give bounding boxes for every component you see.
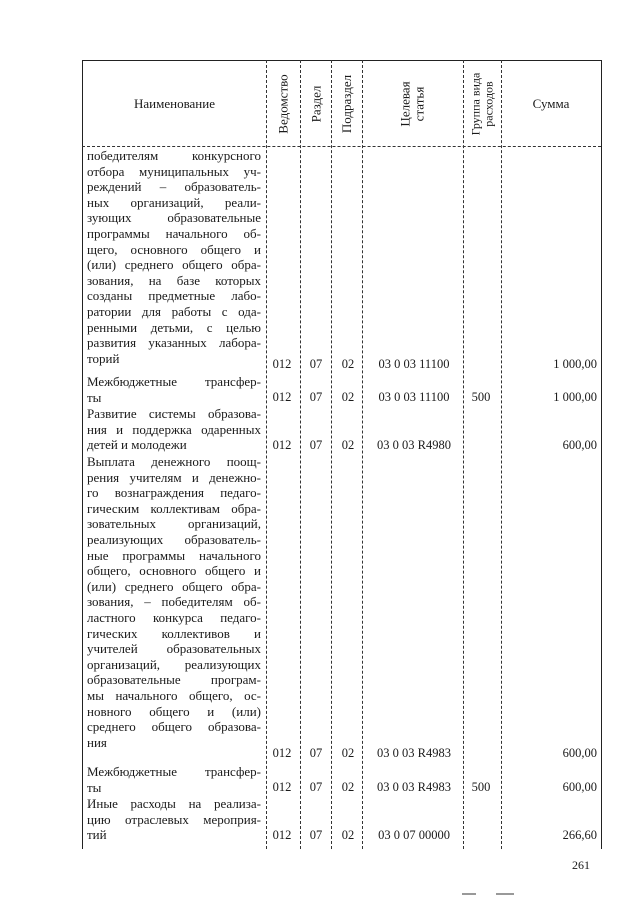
header-podrazdel-cell: [332, 61, 362, 146]
row-name: [87, 148, 261, 366]
header-celevaya: [399, 81, 427, 126]
name-line: (или) среднего общего обра-: [87, 578, 261, 594]
cell-podrazdel: 02: [341, 390, 355, 404]
name-line: ратории для работы с ода-: [87, 303, 261, 319]
name-line: победителям конкурсного: [87, 148, 261, 163]
name-line: цию отраслевых мероприя-: [87, 811, 261, 827]
name-line: рения учителям и денежно-: [87, 469, 261, 485]
cell-summa: 1 000,00: [553, 390, 597, 404]
cell-razdel: 07: [309, 828, 323, 842]
header-celevaya-line2: статья: [411, 86, 427, 121]
column-divider: [463, 60, 464, 849]
name-line: мы начального общего, ос-: [87, 687, 261, 703]
cell-summa: 1 000,00: [553, 357, 597, 371]
page-number: 261: [572, 858, 590, 872]
name-line: развития указанных лабора-: [87, 335, 261, 351]
name-line: ренными детьми, с целью: [87, 319, 261, 335]
cell-summa: 600,00: [562, 780, 597, 794]
cell-vedomstvo: 012: [272, 780, 292, 794]
cell-podrazdel: 02: [341, 357, 355, 371]
name-line: торий: [87, 350, 120, 366]
cell-razdel: 07: [309, 780, 323, 794]
cell-summa: 600,00: [562, 746, 597, 760]
name-line: ных организаций, реали-: [87, 194, 261, 210]
header-bottom-border: [82, 146, 601, 147]
cell-podrazdel: 02: [341, 828, 355, 842]
cell-vedomstvo: 012: [272, 438, 292, 452]
name-line: зования, на базе которых: [87, 272, 261, 288]
column-divider: [501, 60, 502, 849]
cell-celevaya: 03 0 07 00000: [378, 828, 450, 842]
name-line: зовательных организаций,: [87, 516, 261, 532]
name-line: Межбюджетные трансфер-: [87, 764, 261, 779]
row-name: [87, 764, 261, 795]
cell-vedomstvo: 012: [272, 357, 292, 371]
cell-gruppa: 500: [471, 780, 491, 794]
name-line: организаций, реализующих: [87, 656, 261, 672]
cell-celevaya: 03 0 03 11100: [378, 390, 450, 404]
cell-vedomstvo: 012: [272, 746, 292, 760]
header-name: Наименование: [134, 95, 215, 111]
name-line: гическим коллективам обра-: [87, 500, 261, 516]
cell-summa: 266,60: [562, 828, 597, 842]
name-line: (или) среднего общего обра-: [87, 257, 261, 273]
name-line: ные программы начального: [87, 547, 261, 563]
name-line: тий: [87, 827, 107, 843]
cell-celevaya: 03 0 03 11100: [378, 357, 450, 371]
header-vedomstvo-cell: [267, 61, 300, 146]
cell-razdel: 07: [309, 357, 323, 371]
column-divider: [331, 60, 332, 849]
scan-artifact: [496, 893, 514, 895]
name-line: Выплата денежного поощ-: [87, 454, 261, 469]
name-line: ты: [87, 389, 102, 405]
name-line: ния и поддержка одаренных: [87, 421, 261, 437]
name-line: общего, основного общего и: [87, 563, 261, 579]
name-line: гических коллективов и: [87, 625, 261, 641]
header-gruppa-line2: расходов: [481, 80, 496, 127]
header-gruppa-cell: [464, 61, 501, 146]
name-line: Межбюджетные трансфер-: [87, 374, 261, 389]
cell-razdel: 07: [309, 438, 323, 452]
column-divider: [362, 60, 363, 849]
header-gruppa-line1: Группа вида: [468, 72, 483, 135]
header-celevaya-cell: [363, 61, 463, 146]
name-line: созданы предметные лабо-: [87, 288, 261, 304]
name-line: образовательные програм-: [87, 672, 261, 688]
header-razdel: Раздел: [308, 85, 323, 122]
name-line: учителей образовательных: [87, 641, 261, 657]
name-line: отбора муниципальных уч-: [87, 163, 261, 179]
name-line: ластного конкурса педаго-: [87, 609, 261, 625]
name-line: ния: [87, 734, 107, 750]
cell-celevaya: 03 0 03 R4980: [377, 438, 451, 452]
name-line: го вознаграждения педаго-: [87, 485, 261, 501]
row-name: [87, 406, 261, 453]
name-line: ты: [87, 779, 102, 795]
header-vedomstvo: Ведомство: [275, 73, 291, 134]
name-line: новного общего и (или): [87, 703, 261, 719]
name-line: щего, основного общего и: [87, 241, 261, 257]
name-line: программы начального об-: [87, 225, 261, 241]
name-line: детей и молодежи: [87, 437, 187, 453]
cell-podrazdel: 02: [341, 746, 355, 760]
row-name: [87, 454, 261, 750]
name-line: Развитие системы образова-: [87, 406, 261, 421]
cell-razdel: 07: [309, 746, 323, 760]
cell-summa: 600,00: [562, 438, 597, 452]
name-line: зующих образовательные: [87, 210, 261, 226]
cell-razdel: 07: [309, 390, 323, 404]
column-divider: [300, 60, 301, 849]
name-line: реждений – образователь-: [87, 179, 261, 195]
header-gruppa: [470, 72, 496, 135]
name-line: зования, – победителям об-: [87, 594, 261, 610]
row-name: [87, 796, 261, 843]
cell-celevaya: 03 0 03 R4983: [377, 746, 451, 760]
cell-podrazdel: 02: [341, 780, 355, 794]
cell-vedomstvo: 012: [272, 828, 292, 842]
scan-artifact: [462, 893, 476, 895]
cell-celevaya: 03 0 03 R4983: [377, 780, 451, 794]
cell-podrazdel: 02: [341, 438, 355, 452]
cell-gruppa: 500: [471, 390, 491, 404]
header-razdel-cell: [301, 61, 331, 146]
header-summa: Сумма: [532, 95, 570, 111]
header-celevaya-line1: Целевая: [397, 80, 413, 127]
header-podrazdel: Подраздел: [339, 74, 355, 133]
column-divider: [266, 60, 267, 849]
row-name: [87, 374, 261, 405]
name-line: реализующих образователь-: [87, 531, 261, 547]
cell-vedomstvo: 012: [272, 390, 292, 404]
name-line: среднего общего образова-: [87, 719, 261, 735]
header-name-cell: [83, 61, 266, 146]
header-summa-cell: [502, 61, 600, 146]
name-line: Иные расходы на реализа-: [87, 796, 261, 811]
